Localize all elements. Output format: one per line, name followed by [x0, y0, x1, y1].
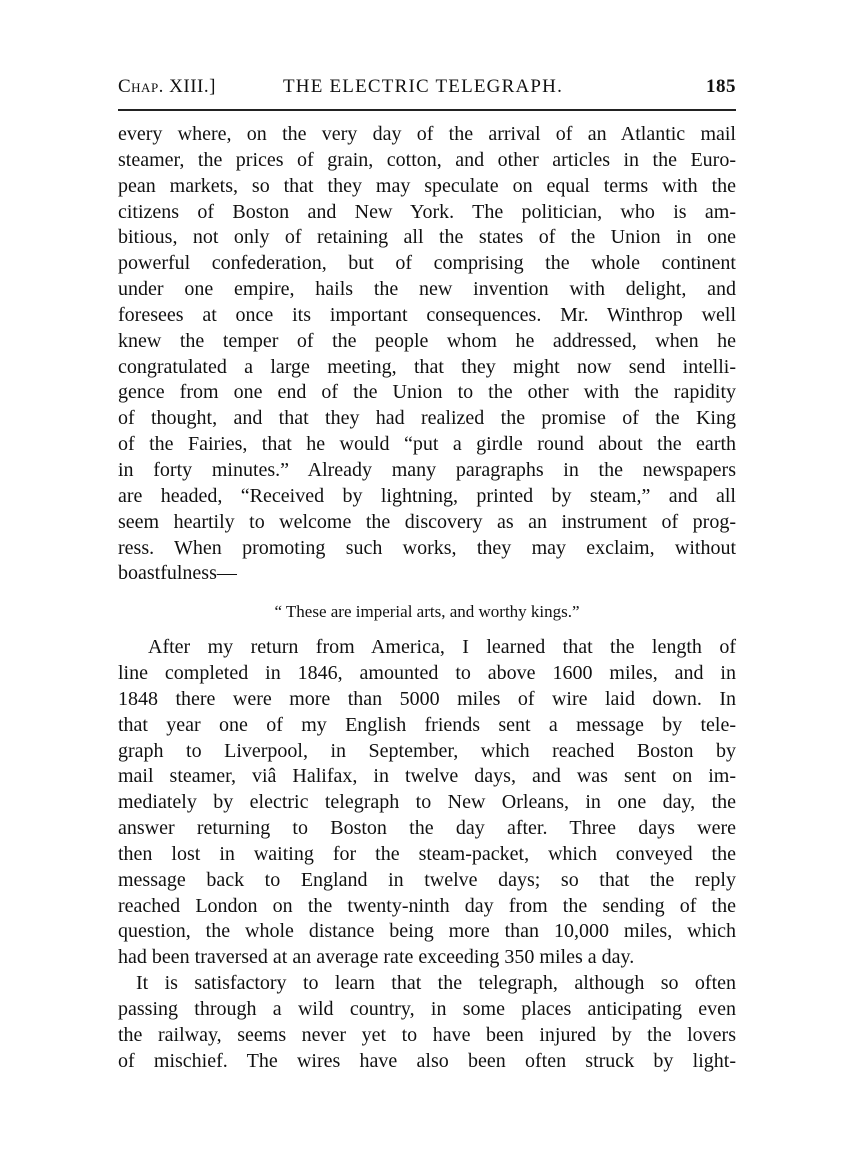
- text-line: every where, on the very day of the arrival of an Atlantic mail: [118, 123, 736, 145]
- header-rule: [118, 109, 736, 111]
- text-line: knew the temper of the people whom he addressed, when he: [118, 329, 736, 352]
- text-line: boastfulness—: [118, 562, 237, 585]
- text-line: graph to Liverpool, in September, which reached Boston by: [118, 739, 736, 762]
- paragraph-2: [118, 635, 736, 971]
- text-line: steamer, the prices of grain, cotton, and other articles in the Euro-: [118, 148, 736, 171]
- text-line: answer returning to Boston the day after. Three days were: [118, 817, 736, 840]
- text-line: under one empire, hails the new invention with delight, and: [118, 278, 736, 301]
- text-line: congratulated a large meeting, that they might now send intelli-: [118, 355, 736, 378]
- text-line: message back to England in twelve days; so that the reply: [118, 868, 736, 891]
- text-line: pean markets, so that they may speculate on equal terms with the: [118, 174, 736, 197]
- text-line: mail steamer, viâ Halifax, in twelve days, and was sent on im-: [118, 765, 736, 788]
- text-line: gence from one end of the Union to the other with the rapidity: [118, 381, 736, 404]
- text-line: of the Fairies, that he would “put a girdle round about the earth: [118, 433, 736, 456]
- body-text: [118, 122, 736, 1075]
- quotation: “ These are imperial arts, and worthy kings.”: [274, 602, 580, 622]
- text-line: reached London on the twenty-ninth day from the sending of the: [118, 894, 736, 917]
- text-line: foresees at once its important consequences. Mr. Winthrop well: [118, 303, 736, 326]
- text-line: After my return from America, I learned that the length of: [148, 636, 736, 659]
- text-line: of mischief. The wires have also been often struck by light-: [118, 1049, 736, 1072]
- text-line: passing through a wild country, in some places anticipating even: [118, 998, 736, 1020]
- chapter-label: Chap. XIII.]: [118, 76, 216, 97]
- text-line: are headed, “Received by lightning, printed by steam,” and all: [118, 484, 736, 507]
- text-line: of thought, and that they had realized the promise of the King: [118, 407, 736, 430]
- text-line: mediately by electric telegraph to New Orleans, in one day, the: [118, 791, 736, 814]
- text-line: powerful confederation, but of comprising the whole continent: [118, 252, 736, 275]
- text-line: had been traversed at an average rate exceeding 350 miles a day.: [118, 946, 635, 969]
- text-line: It is satisfactory to learn that the telegraph, although so often: [136, 972, 736, 995]
- paragraph-3: [118, 971, 736, 1074]
- text-line: the railway, seems never yet to have been injured by the lovers: [118, 1023, 736, 1046]
- text-line: bitious, not only of retaining all the states of the Union in one: [118, 226, 736, 249]
- paragraph-1: [118, 122, 736, 587]
- text-line: ress. When promoting such works, they may exclaim, without: [118, 536, 736, 559]
- text-line: that year one of my English friends sent a message by tele-: [118, 713, 736, 736]
- text-line: 1848 there were more than 5000 miles of wire laid down. In: [118, 687, 736, 710]
- text-line: in forty minutes.” Already many paragraphs in the newspapers: [118, 458, 736, 481]
- running-head: [118, 76, 736, 102]
- text-line: question, the whole distance being more than 10,000 miles, which: [118, 920, 736, 943]
- text-line: then lost in waiting for the steam-packet, which conveyed the: [118, 842, 736, 865]
- text-line: line completed in 1846, amounted to above 1600 miles, and in: [118, 662, 736, 685]
- page-number: 185: [706, 76, 736, 97]
- running-title: THE ELECTRIC TELEGRAPH.: [283, 76, 564, 97]
- text-line: seem heartily to welcome the discovery as an instrument of prog-: [118, 510, 736, 533]
- text-line: citizens of Boston and New York. The politician, who is am-: [118, 200, 736, 223]
